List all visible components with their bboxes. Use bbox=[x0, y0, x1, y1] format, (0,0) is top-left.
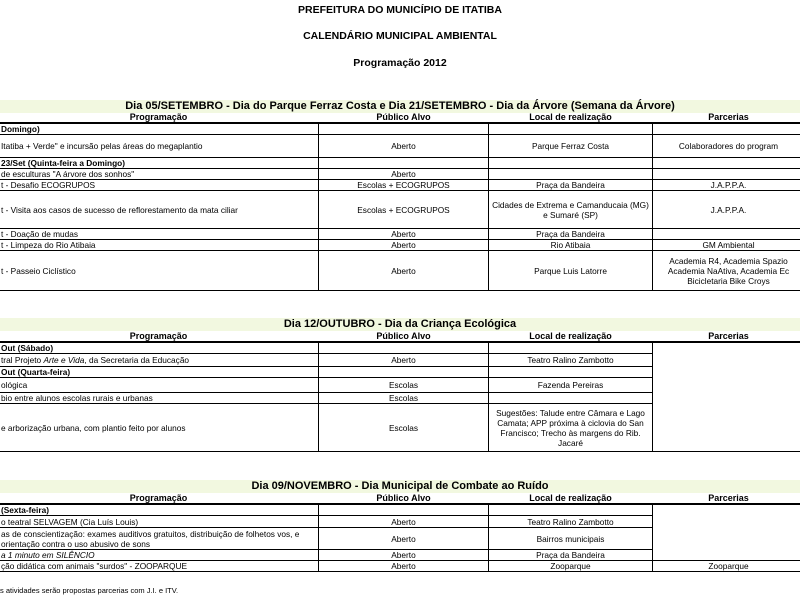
cell-parcerias: Academia R4, Academia Spazio Academia NaAtiva, Academia Ec Bicicletaria Bike Croys bbox=[653, 251, 800, 291]
col-publico-alvo: Público Alvo bbox=[376, 493, 431, 503]
table-row bbox=[0, 191, 800, 229]
cell-publico: Escolas bbox=[319, 404, 489, 452]
table-row bbox=[0, 169, 800, 180]
cell-local: Sugestões: Talude entre Câmara e Lago Camata; APP próxima à ciclovia do San Francisco; Trecho às margens do Rib. Jacaré bbox=[489, 404, 653, 452]
group-row bbox=[0, 342, 800, 354]
cell-prog: t - Doação de mudas bbox=[0, 229, 319, 240]
group-label: 23/Set (Quinta-feira a Domingo) bbox=[0, 158, 319, 169]
program-year: Programação 2012 bbox=[353, 57, 447, 69]
col-parcerias: Parcerias bbox=[708, 112, 749, 122]
cell-local: Praça da Bandeira bbox=[489, 550, 653, 561]
cell-parcerias: Zooparque bbox=[653, 561, 800, 572]
table-row bbox=[0, 229, 800, 240]
cell-prog-italic: Arte e Vida bbox=[43, 355, 85, 365]
cell-publico: Aberto bbox=[319, 550, 489, 561]
cell-prog: t - Limpeza do Rio Atibaia bbox=[0, 240, 319, 251]
cell-prog: ção didática com animais "surdos" - ZOOPARQUE bbox=[0, 561, 319, 572]
col-parcerias: Parcerias bbox=[708, 493, 749, 503]
cell-local: Teatro Ralino Zambotto bbox=[489, 516, 653, 528]
parcerias-empty bbox=[653, 504, 800, 561]
col-parcerias: Parcerias bbox=[708, 331, 749, 341]
section1-table bbox=[0, 112, 800, 291]
parcerias-empty bbox=[653, 342, 800, 452]
group-label: Out (Quarta-feira) bbox=[0, 367, 319, 378]
col-local: Local de realização bbox=[529, 112, 612, 122]
cell-prog: de esculturas "A árvore dos sonhos" bbox=[0, 169, 319, 180]
cell-publico: Escolas bbox=[319, 378, 489, 393]
section2-table bbox=[0, 331, 800, 452]
cell-publico: Aberto bbox=[319, 528, 489, 550]
cell-publico: Aberto bbox=[319, 169, 489, 180]
cell-prog bbox=[0, 550, 319, 561]
col-programacao: Programação bbox=[129, 493, 188, 503]
cell-publico: Aberto bbox=[319, 240, 489, 251]
cell-parcerias: GM Ambiental bbox=[653, 240, 800, 251]
cell-prog: t - Passeio Ciclístico bbox=[0, 251, 319, 291]
cell-publico: Escolas bbox=[319, 393, 489, 404]
table-row bbox=[0, 180, 800, 191]
cell-prog: ológica bbox=[0, 378, 319, 393]
cell-local: Bairros municipais bbox=[489, 528, 653, 550]
cell-local: Parque Luis Latorre bbox=[489, 251, 653, 291]
table-row bbox=[0, 251, 800, 291]
cell-publico: Aberto bbox=[319, 561, 489, 572]
cell-publico: Aberto bbox=[319, 354, 489, 367]
cell-parcerias: J.A.P.P.A. bbox=[653, 191, 800, 229]
cell-local: Praça da Bandeira bbox=[489, 180, 653, 191]
group-row bbox=[0, 123, 800, 135]
section2-title: Dia 12/OUTUBRO - Dia da Criança Ecológica bbox=[0, 318, 800, 331]
section3-title: Dia 09/NOVEMBRO - Dia Municipal de Combate ao Ruído bbox=[0, 480, 800, 493]
cell-prog: t - Desafio ECOGRUPOS bbox=[0, 180, 319, 191]
group-label: (Sexta-feira) bbox=[0, 504, 319, 516]
table-row bbox=[0, 240, 800, 251]
column-header-row bbox=[0, 493, 800, 504]
section1-title: Dia 05/SETEMBRO - Dia do Parque Ferraz Costa e Dia 21/SETEMBRO - Dia da Árvore (Semana da Árvore) bbox=[0, 100, 800, 113]
cell-local: Parque Ferraz Costa bbox=[489, 135, 653, 158]
cell-publico: Aberto bbox=[319, 135, 489, 158]
cell-prog-italic: a 1 minuto em SILÊNCIO bbox=[1, 550, 95, 560]
table-row bbox=[0, 135, 800, 158]
section3-table bbox=[0, 493, 800, 572]
calendar-title: CALENDÁRIO MUNICIPAL AMBIENTAL bbox=[303, 30, 497, 42]
cell-local: Praça da Bandeira bbox=[489, 229, 653, 240]
cell-local: Zooparque bbox=[489, 561, 653, 572]
group-label: Out (Sábado) bbox=[0, 342, 319, 354]
col-local: Local de realização bbox=[529, 331, 612, 341]
col-programacao: Programação bbox=[129, 112, 188, 122]
cell-parcerias: Colaboradores do program bbox=[653, 135, 800, 158]
cell-local: Rio Atibaia bbox=[489, 240, 653, 251]
cell-publico: Aberto bbox=[319, 516, 489, 528]
cell-local: Teatro Ralino Zambotto bbox=[489, 354, 653, 367]
footnote: s atividades serão propostas parcerias com J.I. e ITV. bbox=[0, 586, 179, 595]
cell-prog: bio entre alunos escolas rurais e urbanas bbox=[0, 393, 319, 404]
cell-publico: Aberto bbox=[319, 251, 489, 291]
col-publico-alvo: Público Alvo bbox=[376, 112, 431, 122]
cell-prog: as de conscientização: exames auditivos gratuitos, distribuição de folhetos vos, e orientação contra o uso abusivo de sons bbox=[0, 528, 319, 550]
column-header-row bbox=[0, 331, 800, 342]
table-row bbox=[0, 561, 800, 572]
cell-parcerias: J.A.P.P.A. bbox=[653, 180, 800, 191]
cell-prog-text: , da Secretaria da Educação bbox=[84, 355, 190, 365]
col-local: Local de realização bbox=[529, 493, 612, 503]
prefeitura-title: PREFEITURA DO MUNICÍPIO DE ITATIBA bbox=[298, 4, 502, 16]
col-programacao: Programação bbox=[129, 331, 188, 341]
cell-prog: Itatiba + Verde" e incursão pelas áreas do megaplantio bbox=[0, 135, 319, 158]
cell-local: Cidades de Extrema e Camanducaia (MG) e Sumaré (SP) bbox=[489, 191, 653, 229]
cell-publico: Escolas + ECOGRUPOS bbox=[319, 180, 489, 191]
group-row bbox=[0, 158, 800, 169]
cell-prog bbox=[0, 354, 319, 367]
cell-publico: Escolas + ECOGRUPOS bbox=[319, 191, 489, 229]
group-row bbox=[0, 504, 800, 516]
column-header-row bbox=[0, 112, 800, 123]
cell-prog: o teatral SELVAGEM (Cia Luís Louis) bbox=[0, 516, 319, 528]
cell-local: Fazenda Pereiras bbox=[489, 378, 653, 393]
cell-prog-text: tral Projeto bbox=[1, 355, 44, 365]
col-publico-alvo: Público Alvo bbox=[376, 331, 431, 341]
group-label: Domingo) bbox=[0, 123, 319, 135]
cell-publico: Aberto bbox=[319, 229, 489, 240]
cell-prog: t - Visita aos casos de sucesso de reflorestamento da mata ciliar bbox=[0, 191, 319, 229]
cell-prog: e arborização urbana, com plantio feito por alunos bbox=[0, 404, 319, 452]
